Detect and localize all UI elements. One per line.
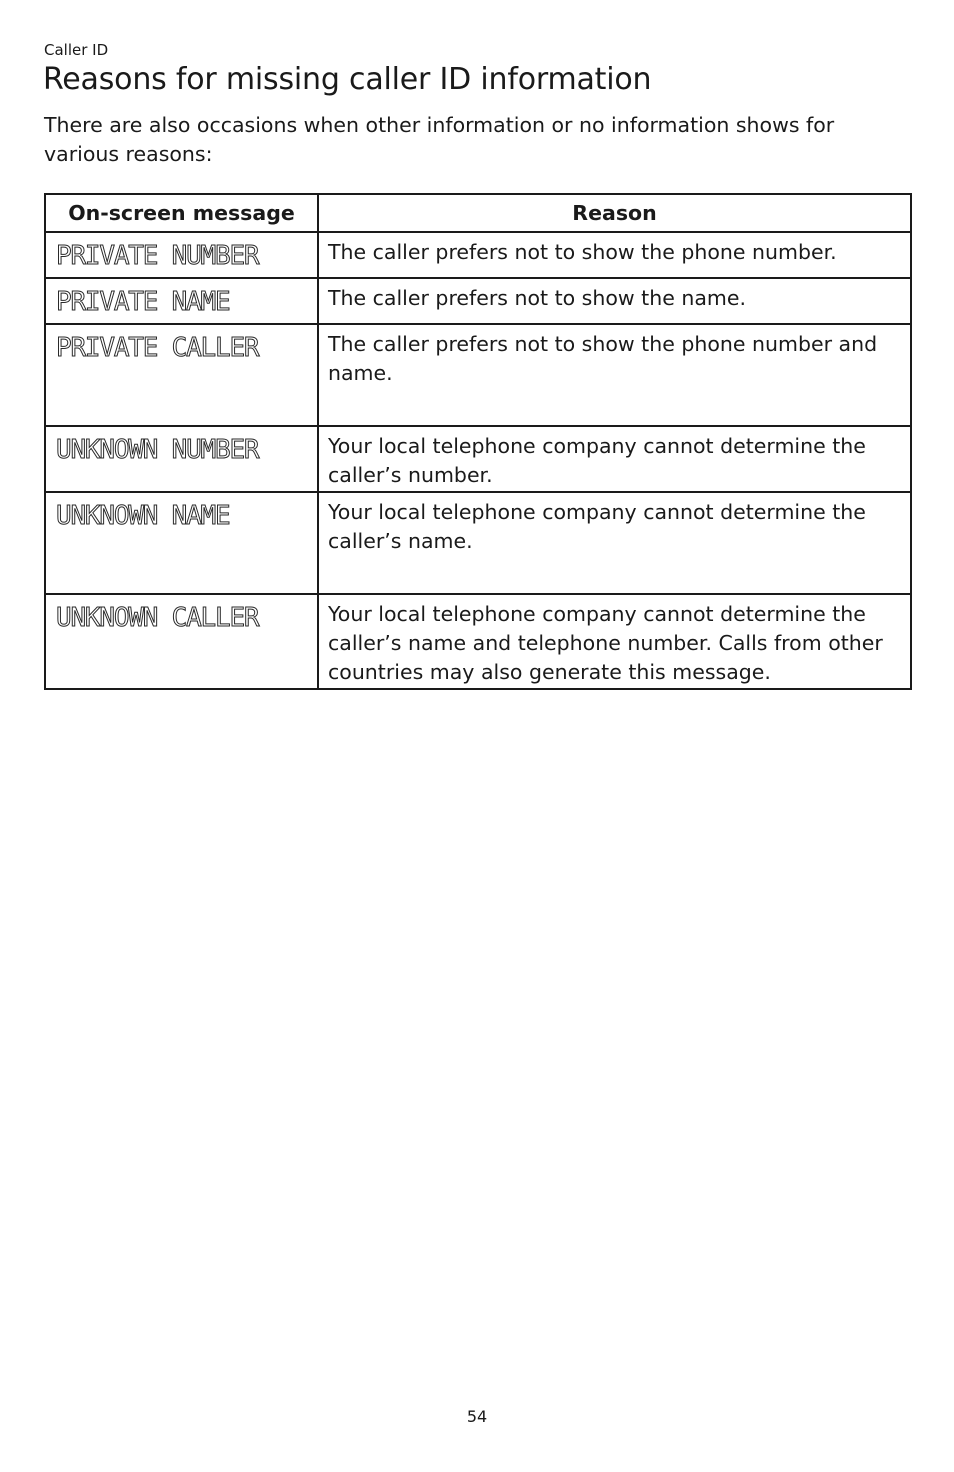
reason-cell — [318, 426, 911, 492]
message-cell — [45, 492, 318, 594]
message-cell — [45, 594, 318, 689]
page-number: 54 — [466, 1407, 488, 1426]
table-row — [45, 324, 911, 426]
column-header-message: On-screen message — [45, 194, 318, 232]
page-title: Reasons for missing caller ID information — [43, 62, 652, 97]
reason-cell — [318, 232, 911, 278]
reason-text: Your local telephone company cannot determine the caller’s name and telephone number. Calls from other countries may also generate this message. — [328, 602, 883, 684]
message-cell — [45, 278, 318, 324]
message-cell — [45, 232, 318, 278]
reason-text: The caller prefers not to show the name. — [328, 286, 746, 310]
reason-cell — [318, 492, 911, 594]
lcd-message: PRIVATE NUMBER — [56, 241, 259, 271]
reasons-table — [44, 193, 912, 690]
reason-cell — [318, 324, 911, 426]
table-row — [45, 278, 911, 324]
lcd-message: PRIVATE NAME — [56, 287, 230, 317]
reason-text: Your local telephone company cannot determine the caller’s name. — [328, 500, 866, 553]
lcd-message: UNKNOWN NAME — [56, 501, 230, 531]
reason-text: The caller prefers not to show the phone number. — [328, 240, 837, 264]
intro-paragraph: There are also occasions when other information or no information shows for various reasons: — [44, 113, 835, 166]
table-header-row — [45, 194, 911, 232]
reason-cell — [318, 594, 911, 689]
reason-cell — [318, 278, 911, 324]
message-cell — [45, 426, 318, 492]
column-header-reason: Reason — [318, 194, 911, 232]
lcd-message: UNKNOWN NUMBER — [56, 435, 259, 465]
table-row — [45, 426, 911, 492]
table-row — [45, 232, 911, 278]
reason-text: The caller prefers not to show the phone number and name. — [328, 332, 878, 385]
message-cell — [45, 324, 318, 426]
table-row — [45, 492, 911, 594]
table-row — [45, 594, 911, 689]
lcd-message: PRIVATE CALLER — [56, 333, 259, 363]
lcd-message: UNKNOWN CALLER — [56, 603, 259, 633]
section-label: Caller ID — [44, 41, 109, 59]
reason-text: Your local telephone company cannot determine the caller’s number. — [328, 434, 866, 487]
